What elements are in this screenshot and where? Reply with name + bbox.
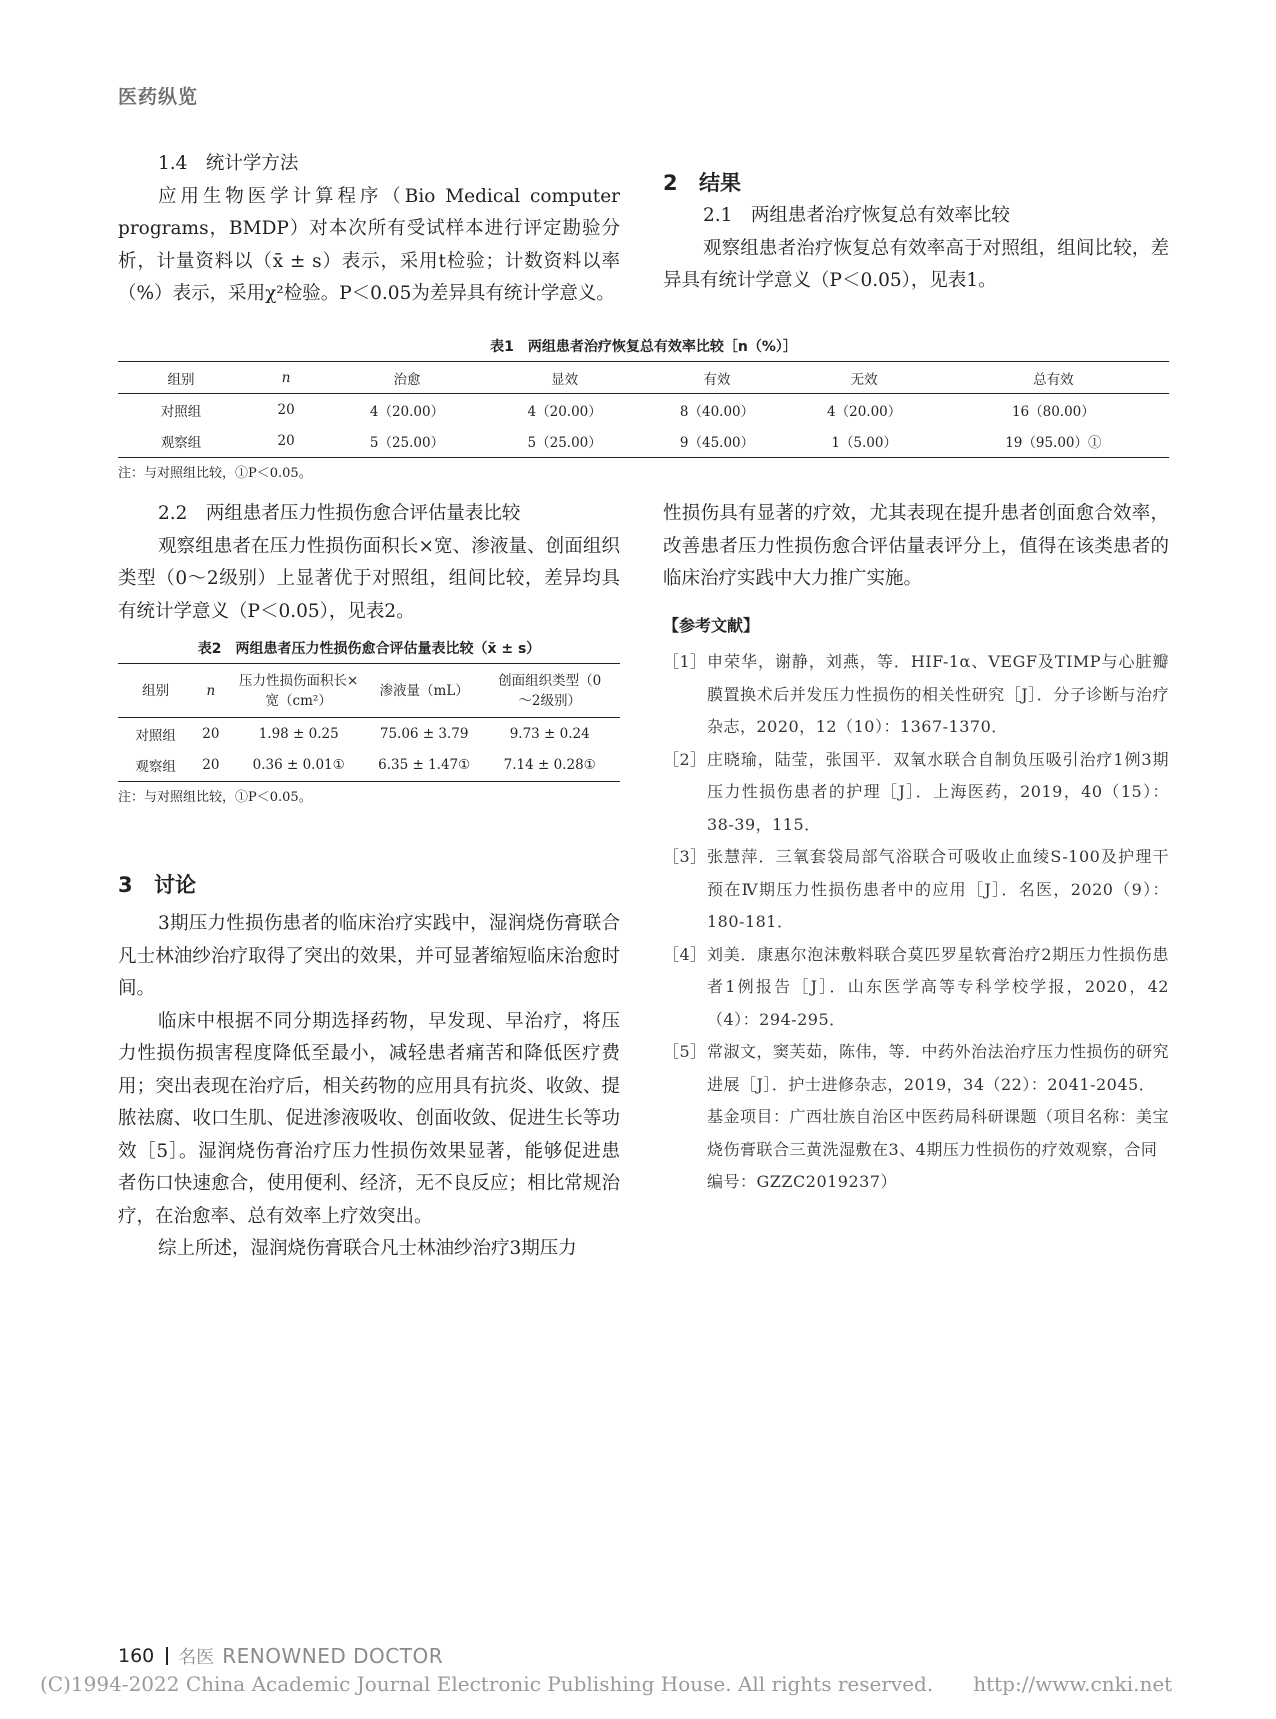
subheading-stat-method: 1.4 统计学方法 [158,153,299,174]
table2-header-cell: 渗液量（mL） [369,664,479,718]
table2-header-cell: 压力性损伤面积长×宽（cm²） [228,664,369,718]
page-footer [118,1643,443,1669]
table2-header-cell: 创面组织类型（0～2级别） [479,664,620,718]
table1-cell: 8（40.00） [679,403,755,420]
paragraph-discussion-2: 临床中根据不同分期选择药物，早发现、早治疗，将压力性损伤损害程度降低至最小，减轻患者痛苦和降低医疗费用；突出表现在治疗后，相关药物的应用具有抗炎、收敛、提脓祛腐、收口生肌、促进渗液吸收、创面收敛、促进生长等功效［5］。湿润烧伤膏治疗压力性损伤效果显著，能够促进患者伤口快速愈合，使用便利、经济，无不良反应；相比常规治疗，在治愈率、总有效率上疗效突出。 [118,1010,620,1227]
table2-cell: 20 [202,725,220,742]
reference-text: 庄晓瑜，陆莹，张国平．双氧水联合自制负压吸引治疗1例3期压力性损伤患者的护理［J］．上海医药，2019，40（15）：38-39，115． [707,749,1169,834]
section-number: 2 [663,171,678,195]
table2-cell: 7.14 ± 0.28① [503,757,596,774]
table1-cell: 4（20.00） [527,403,602,420]
table2-title: 表2 两组患者压力性损伤愈合评估量表比较（x̄ ± s） [197,641,541,657]
table2-cell: 20 [202,757,220,774]
subheading-healing-scale: 2.2 两组患者压力性损伤愈合评估量表比较 [158,503,521,524]
table1-header-cell: 治愈 [328,362,486,394]
table1-header-cell: 显效 [486,362,644,394]
table1-cell: 19（95.00）① [1005,435,1102,452]
table-row [118,718,620,750]
table1-cell: 4（20.00） [369,403,445,420]
paragraph-healing-scale: 观察组患者在压力性损伤面积长×宽、渗液量、创面组织类型（0～2级别）上显著优于对照组，组间比较，差异均具有统计学意义（P＜0.05），见表2。 [118,535,620,622]
paragraph-conclusion-cont: 性损伤具有显著的疗效，尤其表现在提升患者创面愈合效率，改善患者压力性损伤愈合评估量表评分上，值得在该类患者的临床治疗实践中大力推广实施。 [663,503,1169,589]
footer-divider [166,1647,168,1665]
table2-cell: 6.35 ± 1.47① [378,757,471,774]
reference-item [663,939,1169,1037]
table2-container [118,638,620,805]
table1 [118,361,1169,458]
reference-text: 刘美．康惠尔泡沫敷料联合莫匹罗星软膏治疗2期压力性损伤患者1例报告［J］．山东医学高等专科学校学报，2020，42（4）：294-295． [707,944,1169,1029]
reference-text: 申荣华，谢静，刘燕，等．HIF-1α、VEGF及TIMP与心脏瓣膜置换术后并发压力性损伤的相关性研究［J］．分子诊断与治疗杂志，2020，12（10）：1367-1370． [707,652,1169,736]
reference-number: ［3］ [663,847,707,866]
table1-cell: 16（80.00） [1011,403,1095,420]
table1-note: 注：与对照组比较，①P＜0.05。 [118,466,312,481]
reference-text: 常淑文，窦芙茹，陈伟，等．中药外治法治疗压力性损伤的研究进展［J］．护士进修杂志，2019，34（22）：2041-2045． [707,1042,1170,1094]
table1-header-cell: 组别 [118,362,244,394]
section-number: 3 [118,873,133,897]
left-column-bottom [118,498,620,1266]
reference-item [663,646,1169,744]
table2-header-cell: n [193,664,228,718]
section-heading-discussion [118,868,620,902]
right-column-top [663,166,1169,298]
journal-header: 医药纵览 [118,86,199,108]
table2-header-cell: 组别 [118,664,193,718]
table1-header-cell: n [244,362,328,394]
paragraph-stat-method: 应用生物医学计算程序（Bio Medical computer programs，BMDP）对本次所有受试样本进行评定勘验分析，计量资料以（x̄ ± s）表示，采用t检验；计数资料以率（%）表示，采用χ²检验。P＜0.05为差异具有统计学意义。 [118,185,620,304]
table1-header-cell: 无效 [791,362,938,394]
table1-header-cell: 总有效 [938,362,1169,394]
table-row [118,394,1169,426]
section-title: 结果 [699,171,741,195]
table2-cell: 观察组 [135,759,176,776]
references-heading: 【参考文献】 [663,615,760,635]
reference-item [663,1036,1169,1101]
reference-number: ［2］ [663,749,707,769]
table2-cell: 0.36 ± 0.01① [252,757,345,774]
journal-brand: RENOWNED DOCTOR [222,1644,444,1668]
table1-container [118,336,1169,481]
table1-header-cell: 有效 [643,362,790,394]
reference-text: 张慧萍．三氧套袋局部气浴联合可吸收止血绫S-100及护理干预在Ⅳ期压力性损伤患者中的应用［J］．名医，2020（9）：180-181． [707,847,1169,931]
fund-note: 基金项目：广西壮族自治区中医药局科研课题（项目名称：美宝烧伤膏联合三黄洗湿敷在3、4期压力性损伤的疗效观察，合同编号：GZZC2019237） [707,1107,1170,1191]
table-row [118,750,620,782]
journal-logo: 名医 [178,1647,215,1668]
copyright-line: (C)1994-2022 China Academic Journal Electronic Publishing House. All rights reserved. http://www.cnki.net [40,1672,1173,1696]
paragraph-discussion-1: 3期压力性损伤患者的临床治疗实践中，湿润烧伤膏联合凡士林油纱治疗取得了突出的效果，并可显著缩短临床治愈时间。 [118,913,620,999]
table1-cell: 5（25.00） [369,435,445,452]
table1-title: 表1 两组患者治疗恢复总有效率比较［n（%）］ [490,339,797,355]
reference-item [663,841,1169,939]
table1-cell: 4（20.00） [827,403,902,420]
table2-cell: 75.06 ± 3.79 [379,725,469,742]
table2 [118,663,620,782]
table1-cell: 观察组 [160,435,202,452]
table-row [118,426,1169,458]
table2-cell: 对照组 [135,727,176,744]
reference-number: ［4］ [663,944,707,964]
reference-number: ［1］ [663,652,707,671]
reference-item [663,744,1169,842]
table2-note: 注：与对照组比较，①P＜0.05。 [118,790,312,805]
table2-cell: 1.98 ± 0.25 [258,725,339,742]
section-heading-results [663,166,1169,200]
table1-header-row [118,362,1169,394]
paragraph-efficacy: 观察组患者治疗恢复总有效率高于对照组，组间比较，差异具有统计学意义（P＜0.05），见表1。 [663,237,1169,291]
paragraph-discussion-3: 综上所述，湿润烧伤膏联合凡士林油纱治疗3期压力 [158,1238,577,1259]
section-title: 讨论 [154,873,196,897]
table1-cell: 对照组 [160,403,202,420]
table2-cell: 9.73 ± 0.24 [509,725,590,742]
table1-cell: 20 [277,433,295,450]
table1-cell: 5（25.00） [527,435,602,452]
page-number: 160 [118,1645,155,1667]
table2-header-row [118,664,620,718]
table1-cell: 1（5.00） [831,435,897,452]
reference-number: ［5］ [663,1042,707,1061]
left-column-top [118,148,620,311]
right-column-bottom [663,498,1169,1199]
table1-cell: 20 [277,401,295,418]
table1-cell: 9（45.00） [679,435,755,452]
subheading-efficacy: 2.1 两组患者治疗恢复总有效率比较 [703,205,1010,226]
